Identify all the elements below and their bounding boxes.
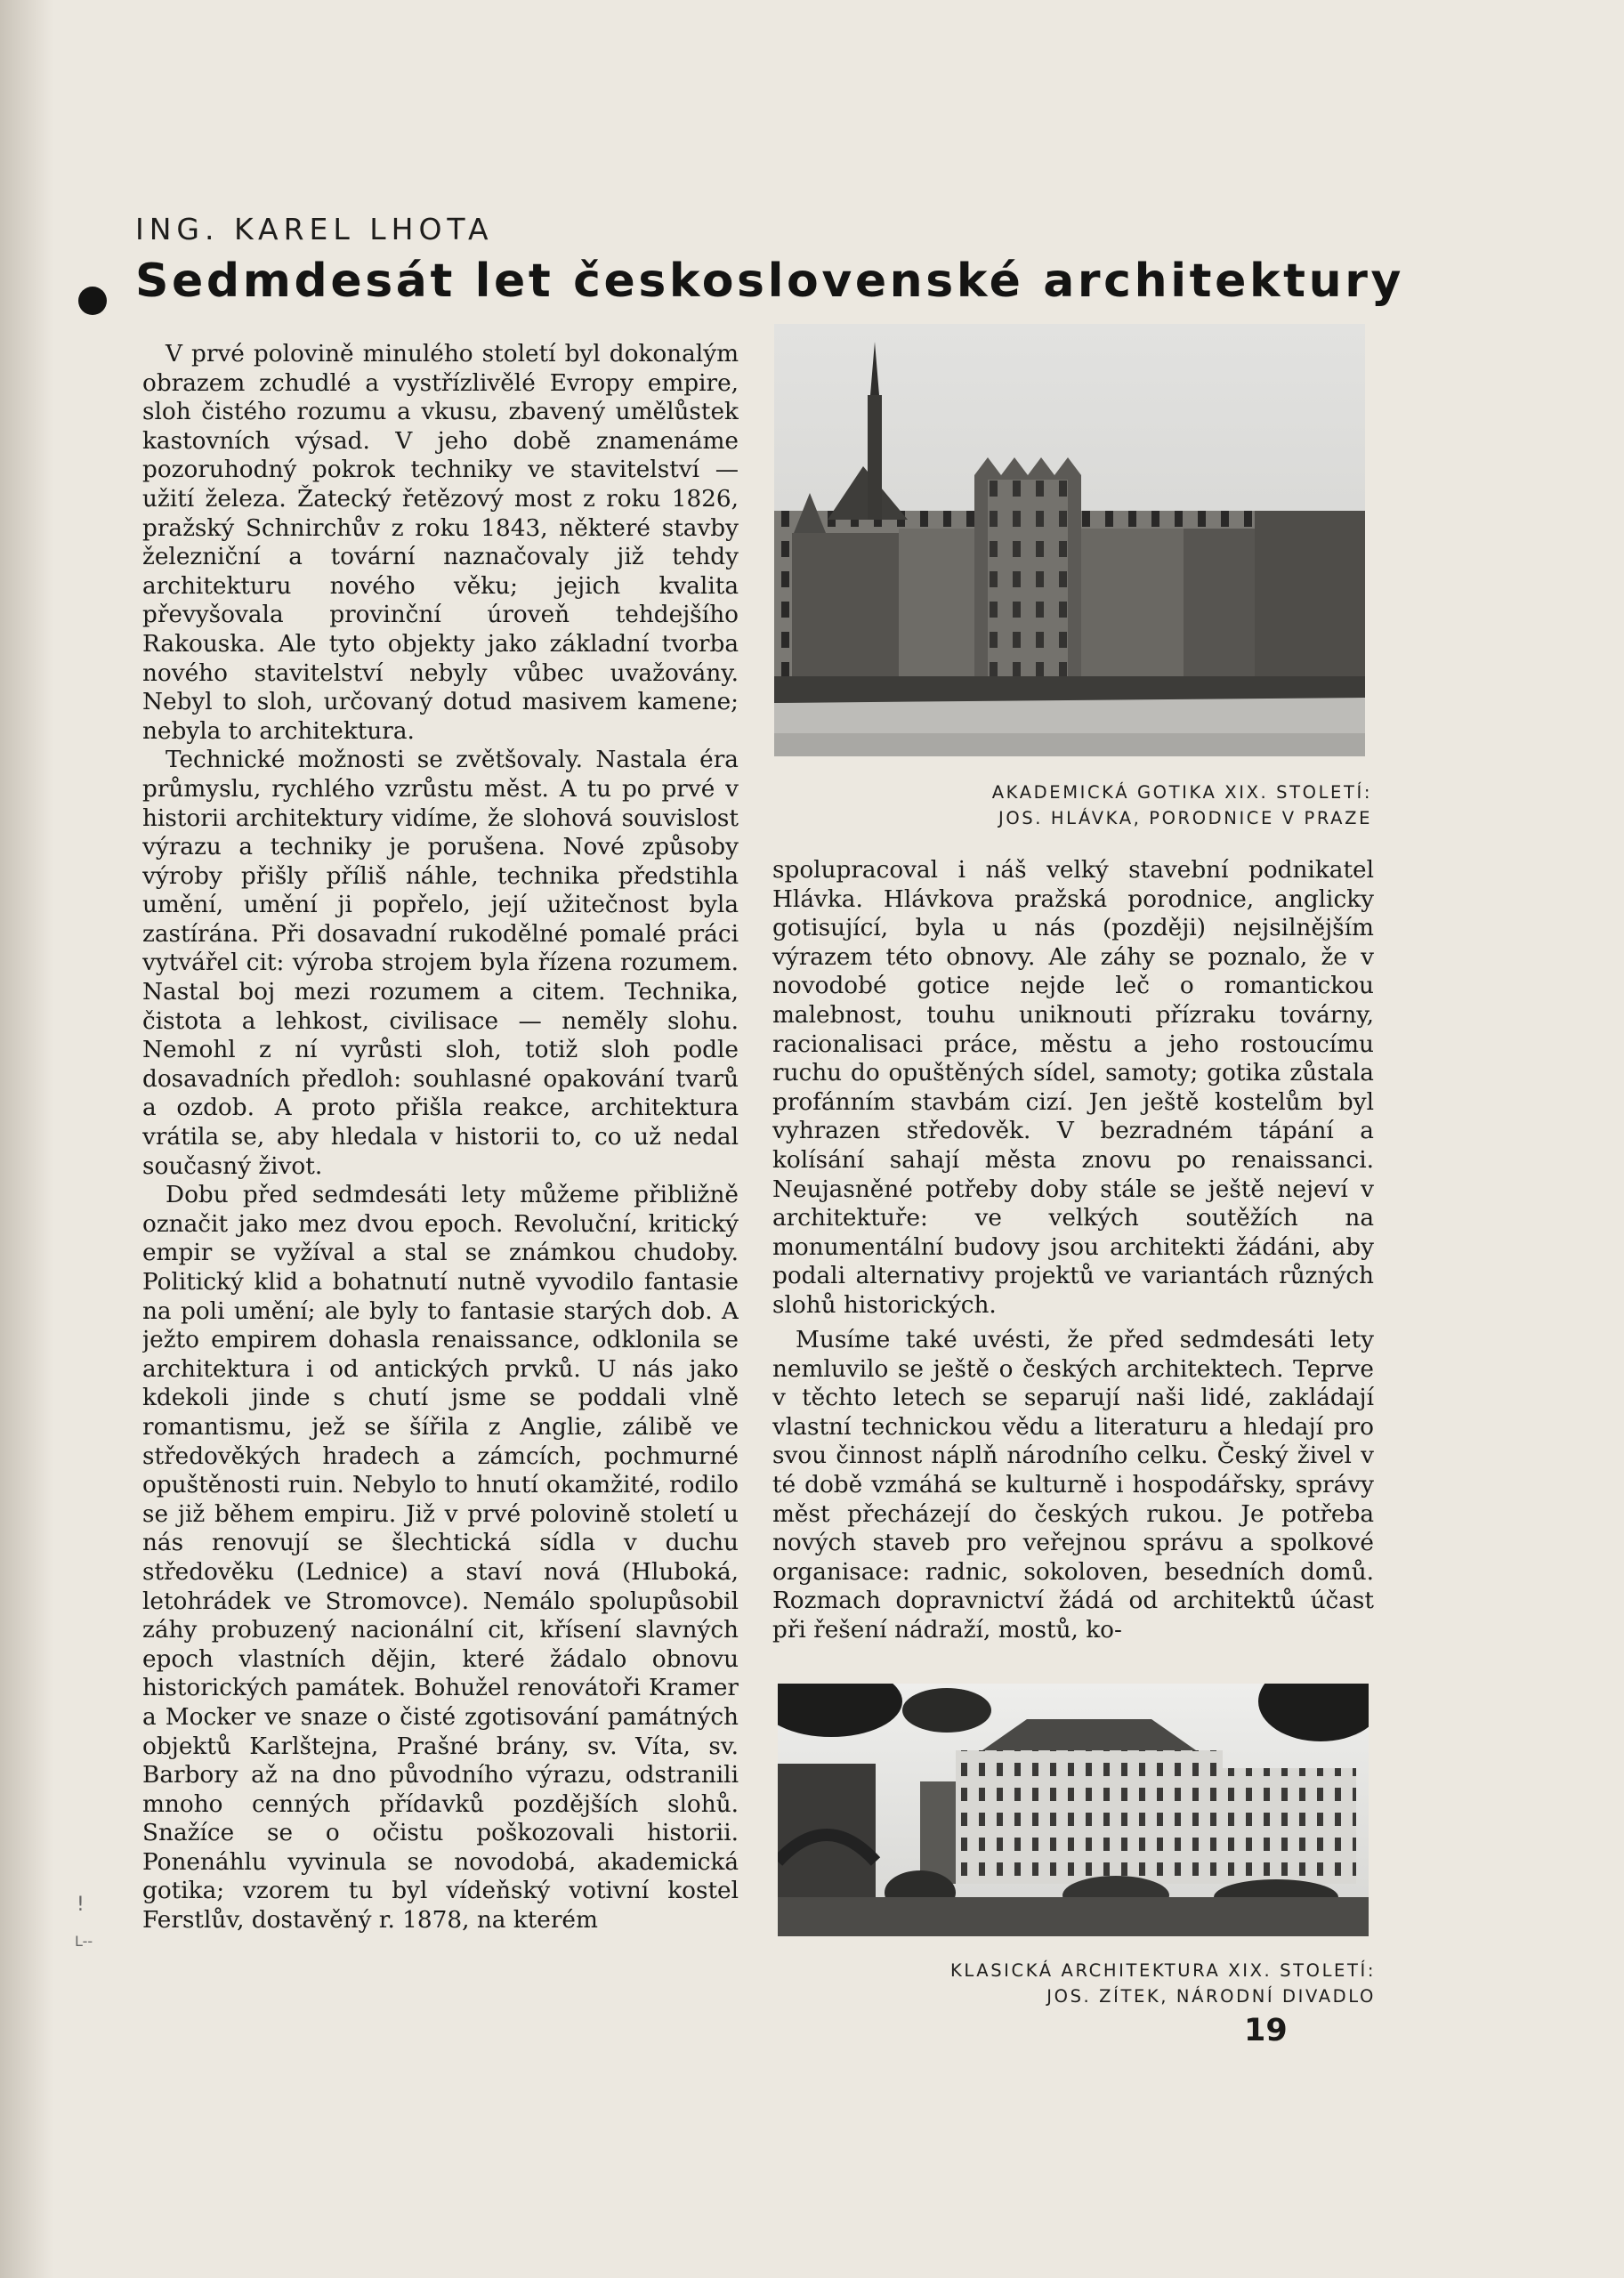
margin-mark: ! xyxy=(77,1894,85,1916)
paragraph: spolupracoval i náš velký stavební podnikatel Hlávka. Hlávkova pražská porodnice, anglicky gotisující, byla u nás (později) nejsilnějším výrazem této obnovy. Ale záhy se poznalo, že v novodobé gotice nejde leč o romantickou malebnost, touhu uniknouti přízraku továrny, racionalisaci práce, městu a jeho rostoucímu ruchu do opuštěných sídel, samoty; gotika zůstala profánním stavbám cizí. Jen ještě kostelům byl vyhrazen středověk. V bezradném tápání a kolísání sahají města znovu po renaissanci. Neujasněné potřeby doby stále se ještě nejeví v architektuře: ve velkých soutěžích na monumentální budovy jsou architekti žádáni, aby podali alternativy projektů ve variantách různých slohů historických. xyxy=(772,857,1374,1319)
paragraph: Technické možnosti se zvětšovaly. Nastala éra průmyslu, rychlého vzrůstu měst. A tu po prvé v historii architektury vidíme, že slohová souvislost výrazu a techniky je porušena. Nové způsoby výroby přišly příliš náhle, technika předstihla umění, umění ji popřelo, její užitečnost byla zastírána. Při dosavadní rukodělné pomalé práci vytvářel cit: výroba strojem byla řízena rozumem. Nastal boj mezi rozumem a citem. Technika, čistota a lehkost, civilisace — neměly slohu. Nemohl z ní vyrůsti sloh, totiž sloh podle dosavadních předloh: souhlasné opakování tvarů a ozdob. A proto přišla reakce, architektura vrátila se, aby hledala v historii to, co už nedal současný život. xyxy=(142,747,739,1180)
margin-mark: L-- xyxy=(75,1933,93,1950)
paragraph: Musíme také uvésti, že před sedmdesáti lety nemluvilo se ještě o českých architektech. Teprve v těchto letech se separují naši lidé, zakládají vlastní technickou vědu a literaturu a hledají pro svou činnost náplň národního celku. Český živel v té době vzmáhá se kulturně i hospodářsky, správy měst přecházejí do českých rukou. Je potřeba nových staveb pro veřejnou správu a spolkové organisace: radnic, sokoloven, besedních domů. Rozmach dopravnictví žádá od architektů účast při řešení nádraží, mostů, ko- xyxy=(772,1327,1374,1644)
caption-line: AKADEMICKÁ GOTIKA XIX. STOLETÍ: xyxy=(991,782,1372,803)
article-author: ING. KAREL LHOTA xyxy=(135,212,494,246)
photo-narodni-divadlo xyxy=(778,1684,1369,1936)
photo-caption xyxy=(950,1958,1376,2009)
paragraph: V prvé polovině minulého století byl dokonalým obrazem zchudlé a vystřízlivělé Evropy empire, sloh čistého rozumu a vkusu, zbavený umělůstek kastovních výsad. V jeho době znamenáme pozoruhodný pokrok techniky ve stavitelství — užití železa. Žatecký řetězový most z roku 1826, pražský Schnirchův z roku 1843, některé stavby železniční a tovární naznačovaly již tehdy architekturu nového věku; jejich kvalita převyšovala provinční úroveň tehdejšího Rakouska. Ale tyto objekty jako základní tvorba nového stavitelství nebyly vůbec uvažovány. Nebyl to sloh, určovaný dotud masivem kamene; nebyla to architektura. xyxy=(142,341,739,745)
caption-line: JOS. ZÍTEK, NÁRODNÍ DIVADLO xyxy=(1046,1986,1376,2007)
page-number: 19 xyxy=(1244,2013,1288,2048)
caption-line: KLASICKÁ ARCHITEKTURA XIX. STOLETÍ: xyxy=(949,1960,1376,1981)
text-column-right-top xyxy=(772,856,1374,1328)
page-gutter-shadow xyxy=(0,0,53,2278)
title-bullet xyxy=(78,287,107,315)
photo-porodnice-praha xyxy=(774,324,1365,756)
article-title: Sedmdesát let československé architektury xyxy=(135,254,1404,308)
caption-line: JOS. HLÁVKA, PORODNICE V PRAZE xyxy=(998,808,1372,828)
text-column-right-bottom xyxy=(772,1326,1374,1657)
paragraph: Dobu před sedmdesáti lety můžeme přibližně označit jako mez dvou epoch. Revoluční, kritický empir se vyžíval a stal se známkou chudoby. Politický klid a bohatnutí nutně vyvodilo fantasie na poli umění; ale byly to fantasie starých dob. A ježto empirem dohasla renaissance, odklonila se architektura i od antických prvků. U nás jako kdekoli jinde s chutí jsme se poddali vlně romantismu, jež se šířila z Anglie, zálibě ve středověkých hradech a zámcích, pochmurné opuštěnosti ruin. Nebylo to hnutí okamžité, rodilo se již během empiru. Již v prvé polovině století u nás renovují se šlechtická sídla v duchu středověku (Lednice) a staví nová (Hluboká, letohrádek ve Stromovce). Nemálo spolupůsobil záhy probuzený nacionální cit, křísení slavných epoch vlastních dějin, které žádalo obnovu historických památek. Bohužel renovátoři Kramer a Mocker ve snaze o čisté zgotisování památných objektů Karlštejna, Prašné brány, sv. Víta, sv. Barbory až na dno původního výrazu, odstranili mnoho cenných přídavků pozdějších slohů. Snažíce se o očistu poškozovali historii. Ponenáhlu vyvinula se novodobá, akademická gotika; vzorem tu byl vídeňský votivní kostel Ferstlův, dostavěný r. 1878, na kterém xyxy=(142,1182,739,1935)
photo-caption xyxy=(992,780,1372,831)
text-column-left xyxy=(142,340,739,1951)
